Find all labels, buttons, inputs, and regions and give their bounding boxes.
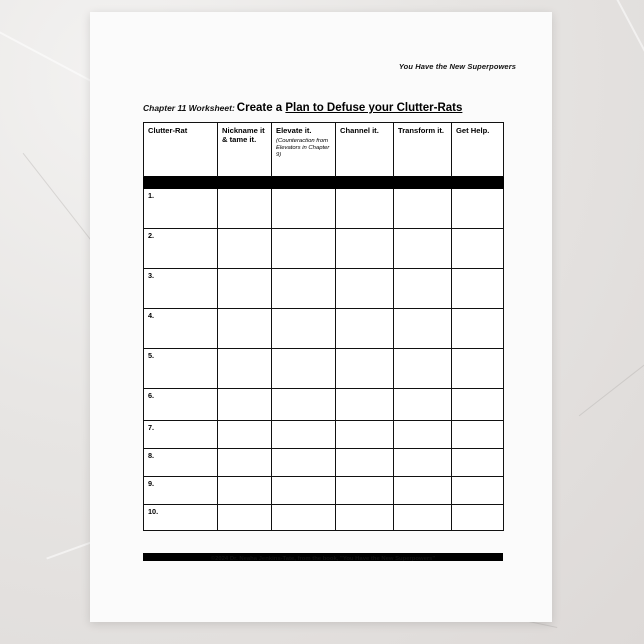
divider-cell xyxy=(336,177,394,189)
cell-elevate[interactable] xyxy=(272,389,336,421)
column-header-get-help: Get Help. xyxy=(452,123,504,177)
row-number: 1. xyxy=(144,189,218,229)
cell-transform[interactable] xyxy=(394,477,452,505)
cell-transform[interactable] xyxy=(394,505,452,531)
cell-channel[interactable] xyxy=(336,269,394,309)
cell-channel[interactable] xyxy=(336,349,394,389)
table-row xyxy=(144,229,504,269)
row-number: 3. xyxy=(144,269,218,309)
cell-get-help[interactable] xyxy=(452,309,504,349)
cell-elevate[interactable] xyxy=(272,229,336,269)
row-number: 4. xyxy=(144,309,218,349)
cell-channel[interactable] xyxy=(336,309,394,349)
row-number: 5. xyxy=(144,349,218,389)
cell-channel[interactable] xyxy=(336,477,394,505)
title-main xyxy=(237,102,463,114)
row-number: 6. xyxy=(144,389,218,421)
table-row xyxy=(144,349,504,389)
cell-nickname[interactable] xyxy=(218,269,272,309)
column-header-transform: Transform it. xyxy=(394,123,452,177)
cell-channel[interactable] xyxy=(336,189,394,229)
cell-transform[interactable] xyxy=(394,229,452,269)
cell-transform[interactable] xyxy=(394,349,452,389)
table-row xyxy=(144,189,504,229)
cell-get-help[interactable] xyxy=(452,505,504,531)
table-header-row xyxy=(144,123,504,177)
table-row xyxy=(144,421,504,449)
table-row xyxy=(144,477,504,505)
row-number: 9. xyxy=(144,477,218,505)
marble-vein xyxy=(23,153,98,248)
cell-channel[interactable] xyxy=(336,389,394,421)
cell-transform[interactable] xyxy=(394,189,452,229)
cell-elevate[interactable] xyxy=(272,505,336,531)
table-row xyxy=(144,389,504,421)
worksheet-page xyxy=(90,12,552,622)
column-header-elevate-note: (Counteraction from Elevators in Chapter 9) xyxy=(276,138,330,159)
header-divider-band xyxy=(144,177,504,189)
cell-nickname[interactable] xyxy=(218,505,272,531)
table-row xyxy=(144,269,504,309)
cell-transform[interactable] xyxy=(394,421,452,449)
divider-cell xyxy=(218,177,272,189)
cell-get-help[interactable] xyxy=(452,449,504,477)
cell-nickname[interactable] xyxy=(218,477,272,505)
cell-get-help[interactable] xyxy=(452,421,504,449)
row-number: 10. xyxy=(144,505,218,531)
cell-elevate[interactable] xyxy=(272,309,336,349)
cell-nickname[interactable] xyxy=(218,389,272,421)
column-header-nickname: Nickname it & tame it. xyxy=(218,123,272,177)
cell-transform[interactable] xyxy=(394,309,452,349)
cell-transform[interactable] xyxy=(394,449,452,477)
divider-cell xyxy=(272,177,336,189)
table-row xyxy=(144,505,504,531)
cell-get-help[interactable] xyxy=(452,229,504,269)
divider-cell xyxy=(394,177,452,189)
column-header-channel: Channel it. xyxy=(336,123,394,177)
cell-nickname[interactable] xyxy=(218,229,272,269)
cell-nickname[interactable] xyxy=(218,189,272,229)
cell-get-help[interactable] xyxy=(452,269,504,309)
title-main-plain: Create a xyxy=(236,102,286,114)
cell-get-help[interactable] xyxy=(452,189,504,229)
cell-transform[interactable] xyxy=(394,389,452,421)
cell-elevate[interactable] xyxy=(272,189,336,229)
cell-elevate[interactable] xyxy=(272,449,336,477)
column-header-clutter-rat: Clutter-Rat xyxy=(144,123,218,177)
marble-vein xyxy=(588,0,644,176)
title-prefix: Chapter 11 Worksheet: xyxy=(143,103,235,113)
row-number: 8. xyxy=(144,449,218,477)
cell-elevate[interactable] xyxy=(272,349,336,389)
marble-vein xyxy=(579,305,644,417)
cell-get-help[interactable] xyxy=(452,389,504,421)
cell-nickname[interactable] xyxy=(218,449,272,477)
table-row xyxy=(144,309,504,349)
cell-channel[interactable] xyxy=(336,421,394,449)
cell-channel[interactable] xyxy=(336,505,394,531)
row-number: 7. xyxy=(144,421,218,449)
cell-channel[interactable] xyxy=(336,229,394,269)
cell-nickname[interactable] xyxy=(218,309,272,349)
clutter-rat-plan-table xyxy=(143,122,504,531)
running-header: You Have the New Superpowers xyxy=(398,62,516,71)
title-main-underlined: Plan to Defuse your Clutter-Rats xyxy=(285,102,463,114)
row-number: 2. xyxy=(144,229,218,269)
cell-get-help[interactable] xyxy=(452,477,504,505)
cell-nickname[interactable] xyxy=(218,421,272,449)
cell-transform[interactable] xyxy=(394,269,452,309)
copyright-footer: ©2024 Dr. Neaha Jenkins-Tate, from the book, "You Have the New Superpowers" xyxy=(210,556,436,562)
divider-cell xyxy=(452,177,504,189)
cell-elevate[interactable] xyxy=(272,421,336,449)
divider-cell xyxy=(144,177,218,189)
column-header-elevate: Elevate it. (Counteraction from Elevators in Chapter 9) xyxy=(272,123,336,177)
page-title xyxy=(143,98,462,116)
cell-elevate[interactable] xyxy=(272,269,336,309)
cell-nickname[interactable] xyxy=(218,349,272,389)
cell-channel[interactable] xyxy=(336,449,394,477)
table-row xyxy=(144,449,504,477)
cell-elevate[interactable] xyxy=(272,477,336,505)
cell-get-help[interactable] xyxy=(452,349,504,389)
